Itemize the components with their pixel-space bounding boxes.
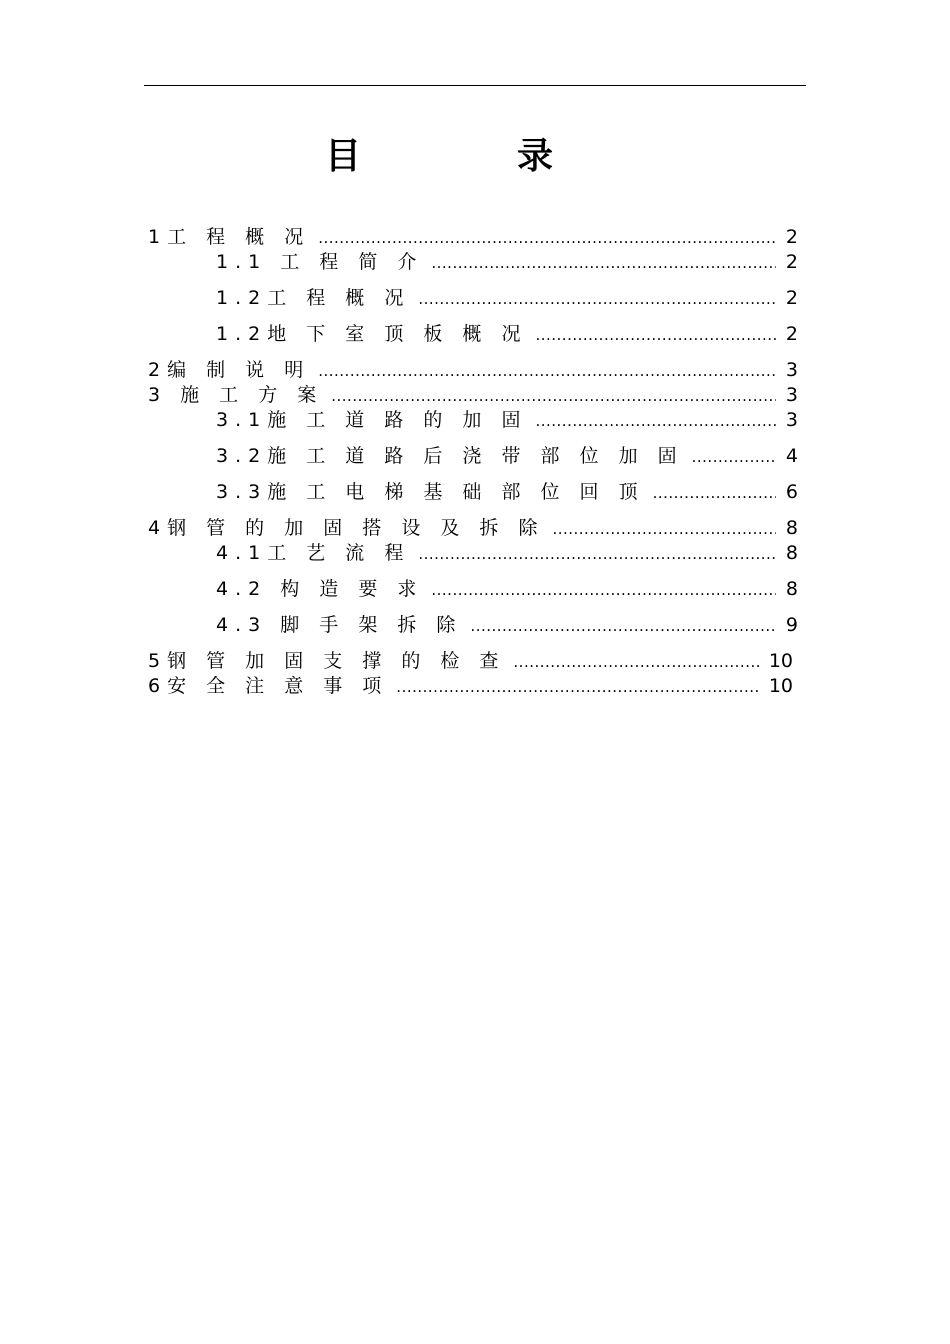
toc-label: 3.3施 工 电 梯 基 础 部 位 回 顶 <box>216 481 645 503</box>
dot-leader <box>331 384 776 408</box>
toc-label: 6安 全 注 意 事 项 <box>148 675 389 697</box>
toc-label: 3.1施 工 道 路 的 加 固 <box>216 409 528 431</box>
toc-page-number: 8 <box>785 517 798 539</box>
dot-leader <box>396 675 759 699</box>
dot-leader <box>535 323 775 347</box>
toc-page-number: 3 <box>785 409 798 431</box>
dot-leader <box>431 578 776 602</box>
toc-entry-1-2[interactable] <box>216 286 798 311</box>
toc-page-number: 2 <box>785 251 798 273</box>
toc-label: 1.2地 下 室 顶 板 概 况 <box>216 323 528 345</box>
toc-label: 1.2工 程 概 况 <box>216 287 411 309</box>
toc-page-number: 9 <box>785 614 798 636</box>
toc-page-number: 4 <box>785 445 798 467</box>
toc-entry-5[interactable] <box>148 649 793 674</box>
dot-leader <box>418 542 776 566</box>
toc-entry-4[interactable] <box>148 516 798 541</box>
dot-leader <box>431 251 776 275</box>
toc-entry-4-3[interactable] <box>216 613 798 638</box>
toc-label: 4.2 构 造 要 求 <box>216 578 424 600</box>
toc-page-number: 2 <box>785 323 798 345</box>
toc-label: 3.2施 工 道 路 后 浇 带 部 位 加 固 <box>216 445 684 467</box>
toc-entry-3-3[interactable] <box>216 480 798 505</box>
dot-leader <box>318 226 776 250</box>
toc-entry-3-1[interactable] <box>216 408 798 433</box>
dot-leader <box>535 409 775 433</box>
toc-entry-3-2[interactable] <box>216 444 798 469</box>
toc-page-number: 10 <box>768 650 793 672</box>
toc-label: 4.1工 艺 流 程 <box>216 542 411 564</box>
toc-entry-1-1[interactable] <box>216 250 798 275</box>
toc-label: 5钢 管 加 固 支 撑 的 检 查 <box>148 650 506 672</box>
toc-page-number: 8 <box>785 578 798 600</box>
toc-label: 4.3 脚 手 架 拆 除 <box>216 614 463 636</box>
toc-page-number: 8 <box>785 542 798 564</box>
toc-page-number: 3 <box>785 384 798 406</box>
toc-entry-6[interactable] <box>148 674 793 699</box>
page-title: 目 录 <box>324 136 613 177</box>
toc-label: 1.1 工 程 简 介 <box>216 251 424 273</box>
toc-entry-1[interactable] <box>148 225 798 250</box>
toc-label: 3 施 工 方 案 <box>148 384 324 406</box>
toc-page-number: 10 <box>768 675 793 697</box>
toc-entry-3[interactable] <box>148 383 798 408</box>
toc-entry-4-1[interactable] <box>216 541 798 566</box>
dot-leader <box>653 481 776 505</box>
dot-leader <box>470 614 775 638</box>
dot-leader <box>318 359 776 383</box>
toc-label: 4钢 管 的 加 固 搭 设 及 拆 除 <box>148 517 545 539</box>
dot-leader <box>418 287 776 311</box>
toc-entry-1-2b[interactable] <box>216 322 798 347</box>
toc-page-number: 3 <box>785 359 798 381</box>
dot-leader <box>513 650 758 674</box>
toc-entry-2[interactable] <box>148 358 798 383</box>
toc-label: 2编 制 说 明 <box>148 359 311 381</box>
toc-page-number: 6 <box>785 481 798 503</box>
toc-page-number: 2 <box>785 226 798 248</box>
toc-entry-4-2[interactable] <box>216 577 798 602</box>
toc-label: 1工 程 概 况 <box>148 226 311 248</box>
dot-leader <box>692 445 776 469</box>
toc-page-number: 2 <box>785 287 798 309</box>
dot-leader <box>552 517 775 541</box>
